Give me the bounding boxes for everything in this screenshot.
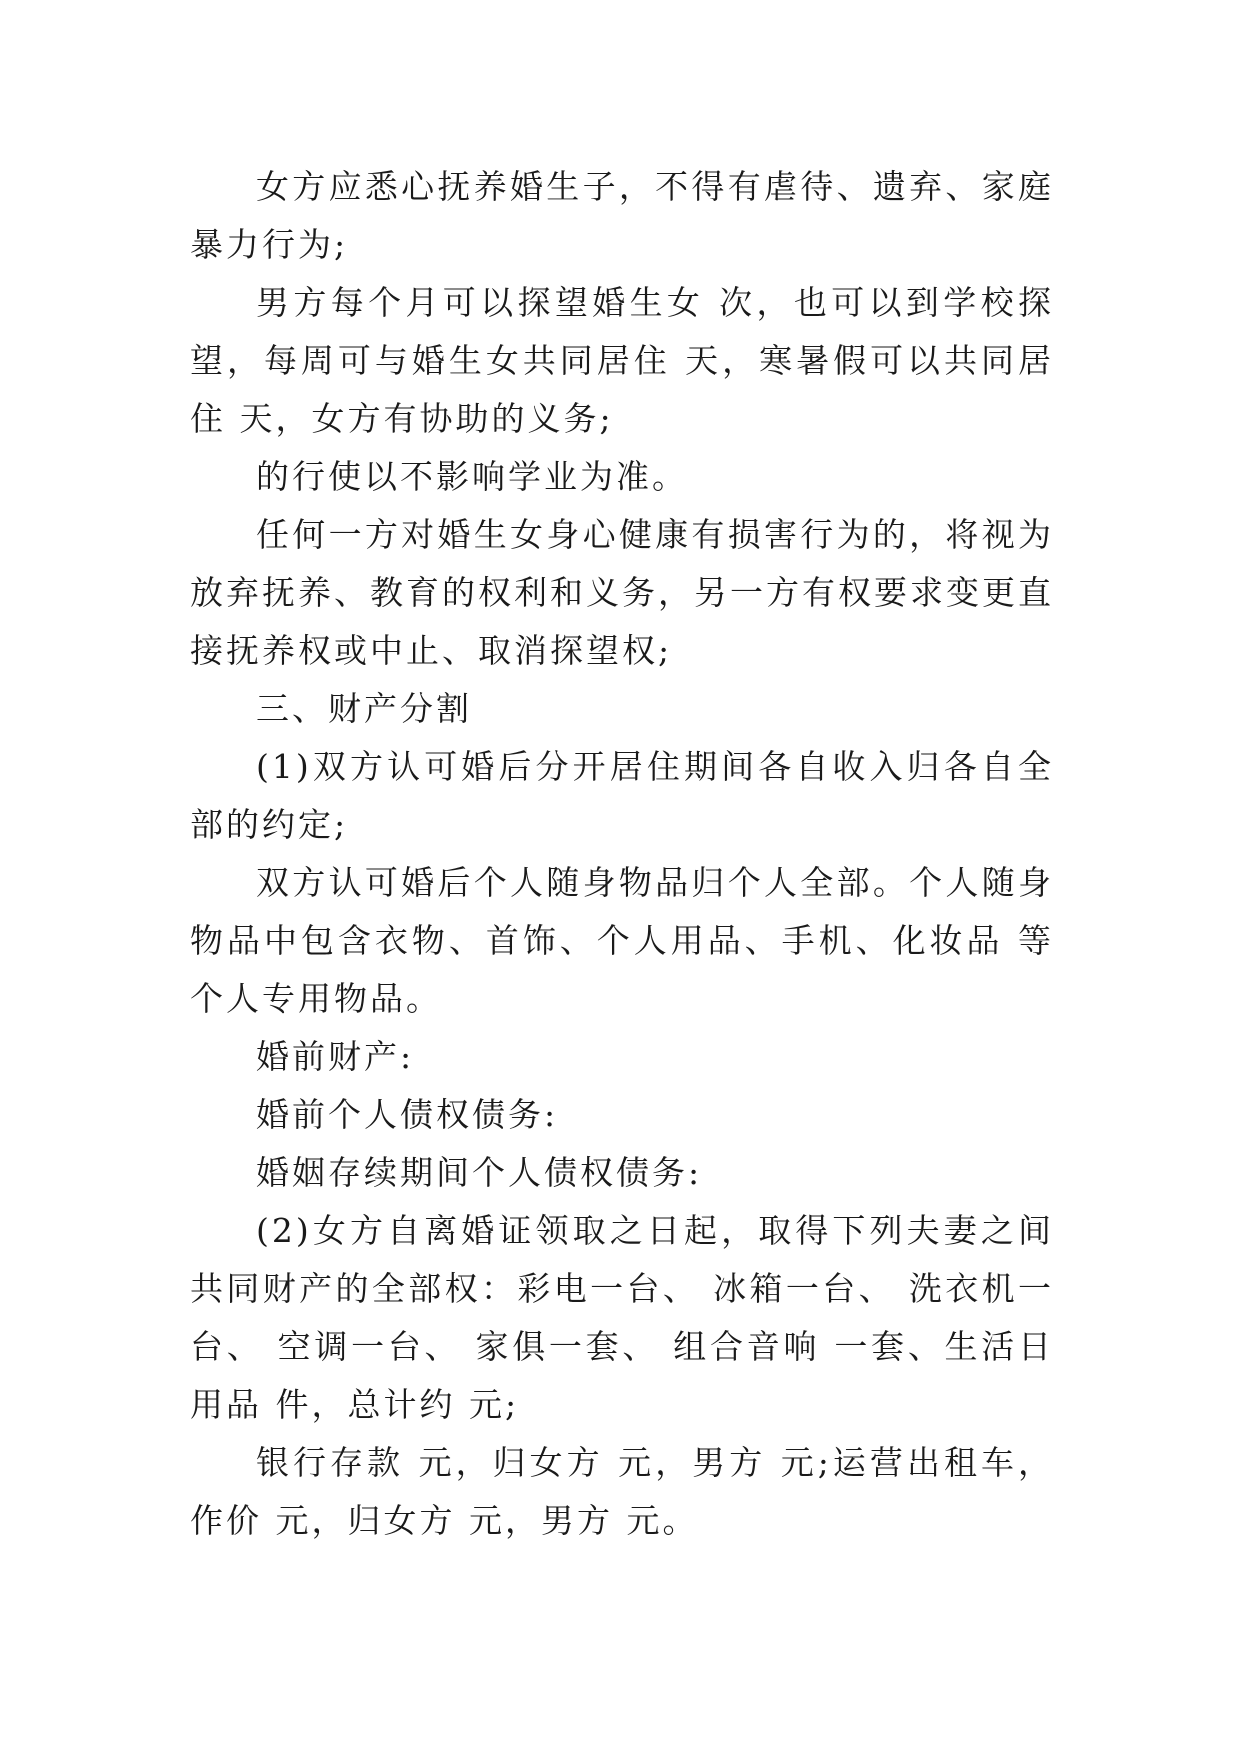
paragraph-bank-deposits: 银行存款 元，归女方 元，男方 元;运营出租车，作价 元，归女方 元，男方 元。 xyxy=(190,1443,1054,1540)
paragraph-visitation: 男方每个月可以探望婚生女 次，也可以到学校探望，每周可与婚生女共同居住 天，寒暑假可以共同居住 天，女方有协助的义务; xyxy=(190,283,1054,438)
document-body xyxy=(190,158,1054,1550)
paragraph-premarital-debts: 婚前个人债权债务: xyxy=(256,1095,559,1134)
section-heading-property: 三、财产分割 xyxy=(256,689,472,728)
paragraph-personal-items: 双方认可婚后个人随身物品归个人全部。个人随身物品中包含衣物、首饰、个人用品、手机、化妆品 等个人专用物品。 xyxy=(190,863,1054,1018)
paragraph-visitation-limit: 的行使以不影响学业为准。 xyxy=(256,457,688,496)
paragraph-joint-property: (2)女方自离婚证领取之日起，取得下列夫妻之间共同财产的全部权：彩电一台、 冰箱一台、 洗衣机一台、 空调一台、 家俱一套、 组合音响 一套、生活日用品 件，总计约 元; xyxy=(190,1211,1054,1424)
paragraph-marital-debts: 婚姻存续期间个人债权债务: xyxy=(256,1153,703,1192)
paragraph-premarital-property: 婚前财产: xyxy=(256,1037,415,1076)
paragraph-income: (1)双方认可婚后分开居住期间各自收入归各自全部的约定; xyxy=(190,747,1054,844)
paragraph-harm-clause: 任何一方对婚生女身心健康有损害行为的，将视为放弃抚养、教育的权利和义务，另一方有权要求变更直接抚养权或中止、取消探望权; xyxy=(190,515,1054,670)
paragraph-child-care: 女方应悉心抚养婚生子，不得有虐待、遗弃、家庭暴力行为; xyxy=(190,167,1054,264)
